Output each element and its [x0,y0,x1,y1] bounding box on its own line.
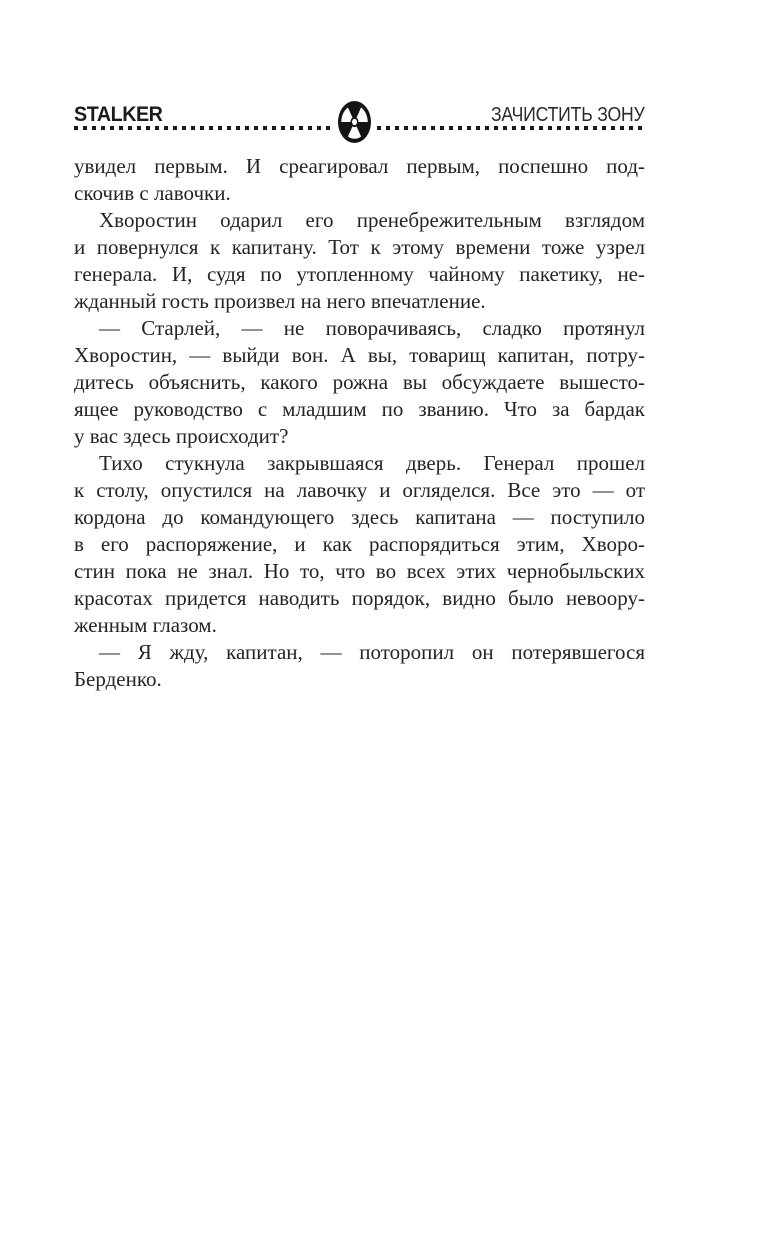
text-line: к столу, опустился на лавочку и огляделся. Все это — от [74,478,645,502]
text-line: женным глазом. [74,613,217,637]
text-line: у вас здесь происходит? [74,424,289,448]
text-line: — Я жду, капитан, — поторопил он потерявшегося [99,640,645,664]
text-line: стин пока не знал. Но то, что во всех этих чернобыльских [74,559,645,583]
text-line: увидел первым. И среагировал первым, поспешно под- [74,154,645,178]
header-book-title: ЗАЧИСТИТЬ ЗОНУ [491,104,645,126]
text-line: в его распоряжение, и как распорядиться этим, Хворо- [74,532,645,556]
text-line: Хворостин одарил его пренебрежительным взглядом [99,208,645,232]
text-line: дитесь объяснить, какого рожна вы обсуждаете вышесто- [74,370,645,394]
dotted-rule-right [377,126,645,130]
text-line: ящее руководство с младшим по званию. Что за бардак [74,397,645,421]
text-line: и повернулся к капитану. Тот к этому времени тоже узрел [74,235,645,259]
text-line: Тихо стукнула закрывшаяся дверь. Генерал прошел [99,451,645,475]
radiation-icon [338,101,371,143]
text-line: — Старлей, — не поворачиваясь, сладко протянул [99,316,645,340]
text-line: Хворостин, — выйди вон. А вы, товарищ капитан, потру- [74,343,645,367]
text-line: красотах придется наводить порядок, видно было невоору- [74,586,645,610]
text-line: генерала. И, судя по утопленному чайному пакетику, не- [74,262,645,286]
radiation-trefoil-graphic [338,101,371,143]
header-series-title: STALKER [74,103,163,126]
dotted-rule-left [74,126,333,130]
text-line: Берденко. [74,667,162,691]
body-text [74,153,645,693]
text-line: жданный гость произвел на него впечатление. [74,289,486,313]
text-line: скочив с лавочки. [74,181,231,205]
text-line: кордона до командующего здесь капитана — поступило [74,505,645,529]
